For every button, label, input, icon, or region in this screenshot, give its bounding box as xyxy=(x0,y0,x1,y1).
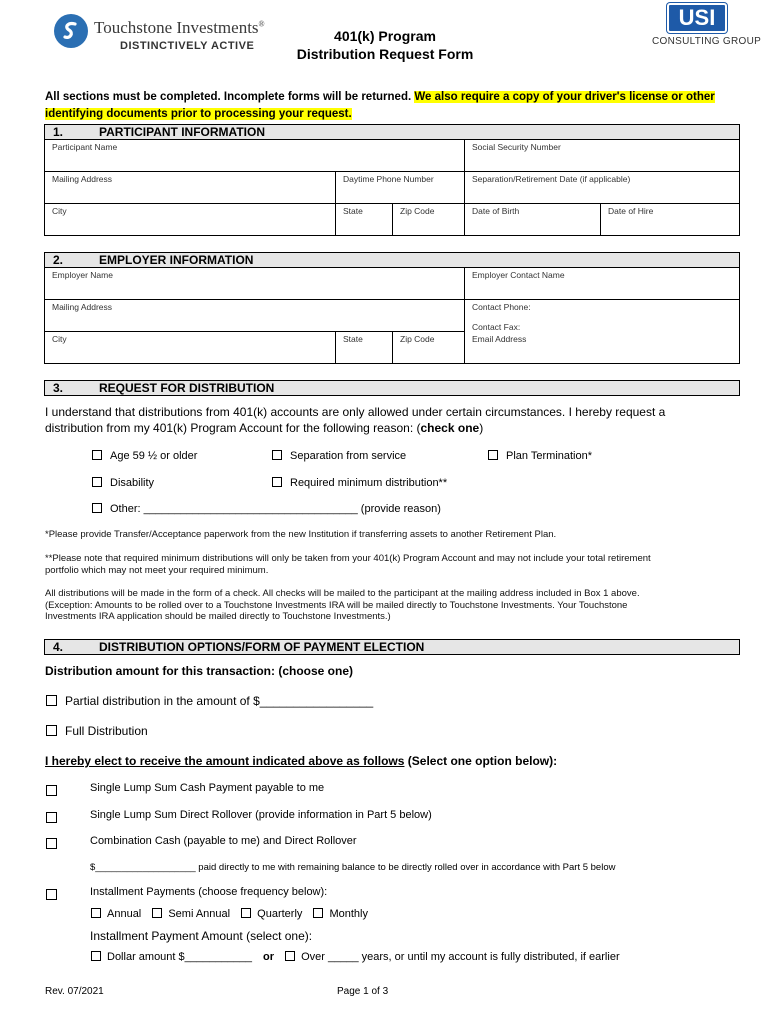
page-number: Page 1 of 3 xyxy=(337,986,389,997)
lump-rollover-checkbox[interactable] xyxy=(46,809,65,827)
ssn-field[interactable]: Social Security Number xyxy=(472,142,561,152)
section2-header: 2. EMPLOYER INFORMATION xyxy=(44,252,740,268)
checkbox-icon[interactable] xyxy=(285,951,295,961)
full-distribution-option[interactable]: Full Distribution xyxy=(46,724,148,738)
frequency-options xyxy=(91,908,368,920)
checkbox-icon[interactable] xyxy=(46,725,57,736)
combination-checkbox[interactable] xyxy=(46,835,65,853)
checkbox-icon[interactable] xyxy=(92,477,102,487)
checkbox-icon[interactable] xyxy=(46,695,57,706)
email-address-field[interactable]: Email Address xyxy=(472,334,527,344)
checkbox-icon[interactable] xyxy=(272,450,282,460)
checkbox-icon[interactable] xyxy=(488,450,498,460)
employer-city-field[interactable]: City xyxy=(52,334,67,344)
combination-cash-amount-field[interactable]: $___________________ paid directly to me with remaining balance to be directly rolled over in accordance with Part 5 below xyxy=(90,862,616,873)
section4-header: 4. DISTRIBUTION OPTIONS/FORM OF PAYMENT ELECTION xyxy=(44,639,740,655)
revision-date: Rev. 07/2021 xyxy=(45,986,104,997)
reason-other-option[interactable]: Other: ___________________________________ (provide reason) xyxy=(92,503,441,515)
date-of-birth-field[interactable]: Date of Birth xyxy=(472,206,520,216)
section1-header: 1. PARTICIPANT INFORMATION xyxy=(44,124,740,140)
employer-state-field[interactable]: State xyxy=(343,334,363,344)
checkbox-icon[interactable] xyxy=(91,908,101,918)
brand-tagline: DISTINCTIVELY ACTIVE xyxy=(120,40,255,52)
freq-monthly-option[interactable]: Monthly xyxy=(313,908,368,920)
distribution-intro: I understand that distributions from 401(k) accounts are only allowed under certain circumstances. I hereby request a distribution from my 401(k) Program Account for the following reason: (check one) xyxy=(45,405,666,435)
reason-separation-option[interactable]: Separation from service xyxy=(272,450,406,462)
section3-header: 3. REQUEST FOR DISTRIBUTION xyxy=(44,380,740,396)
partial-distribution-option[interactable]: Partial distribution in the amount of $_________________ xyxy=(46,694,373,708)
brand-name: Touchstone Investments® xyxy=(94,18,265,37)
usi-logo-subtitle: CONSULTING GROUP xyxy=(652,36,762,47)
contact-phone-field[interactable]: Contact Phone: xyxy=(472,302,531,312)
checkbox-icon[interactable] xyxy=(46,812,57,823)
lump-cash-label: Single Lump Sum Cash Payment payable to me xyxy=(90,782,325,794)
freq-semi-annual-option[interactable]: Semi Annual xyxy=(152,908,230,920)
checkbox-icon[interactable] xyxy=(92,450,102,460)
employer-zip-field[interactable]: Zip Code xyxy=(400,334,435,344)
checkbox-icon[interactable] xyxy=(91,951,101,961)
contact-fax-field[interactable]: Contact Fax: xyxy=(472,322,521,332)
payment-election-heading: I hereby elect to receive the amount indicated above as follows (Select one option below): xyxy=(45,754,558,768)
checkbox-icon[interactable] xyxy=(46,785,57,796)
years-option[interactable]: Over _____ years, or until my account is fully distributed, if earlier xyxy=(285,951,620,963)
participant-name-field[interactable]: Participant Name xyxy=(52,142,118,152)
installment-checkbox[interactable] xyxy=(46,886,65,904)
separation-date-field[interactable]: Separation/Retirement Date (if applicable) xyxy=(472,174,631,184)
transfer-note: *Please provide Transfer/Acceptance paperwork from the new Institution if transferring assets to another Retirement Plan. xyxy=(45,529,557,540)
employer-mailing-address-field[interactable]: Mailing Address xyxy=(52,302,113,312)
installment-amount-heading: Installment Payment Amount (select one): xyxy=(90,929,313,943)
participant-mailing-address-field[interactable]: Mailing Address xyxy=(52,174,113,184)
lump-rollover-label: Single Lump Sum Direct Rollover (provide information in Part 5 below) xyxy=(90,809,432,821)
installment-label: Installment Payments (choose frequency below): xyxy=(90,886,328,898)
participant-city-field[interactable]: City xyxy=(52,206,67,216)
dollar-amount-option[interactable]: Dollar amount $___________ xyxy=(91,951,252,963)
form-title-line1: 401(k) Program xyxy=(334,28,436,44)
checkbox-icon[interactable] xyxy=(241,908,251,918)
rmd-note: **Please note that required minimum distributions will only be taken from your 401(k) Program Account and may not include your total retirement portfolio which may not meet your required minimum. xyxy=(45,553,651,576)
check-payment-note: All distributions will be made in the form of a check. All checks will be mailed to the participant at the mailing address included in Box 1 above. (Exception: Amounts to be rolled over to a Touchstone Investments IRA will be mailed directly to Touchstone Investments. Your Touchstone Investments IRA application should be mailed directly to Touchstone Investments.) xyxy=(45,588,640,622)
employer-contact-name-field[interactable]: Employer Contact Name xyxy=(472,270,565,280)
date-of-hire-field[interactable]: Date of Hire xyxy=(608,206,654,216)
checkbox-icon[interactable] xyxy=(272,477,282,487)
participant-state-field[interactable]: State xyxy=(343,206,363,216)
completion-notice: All sections must be completed. Incomplete forms will be returned. We also require a copy of your driver's license or other identifying documents prior to processing your request. xyxy=(45,91,715,120)
reason-rmd-option[interactable]: Required minimum distribution** xyxy=(272,477,447,489)
lump-cash-checkbox[interactable] xyxy=(46,782,65,800)
daytime-phone-field[interactable]: Daytime Phone Number xyxy=(343,174,434,184)
checkbox-icon[interactable] xyxy=(152,908,162,918)
or-label: or xyxy=(263,951,275,963)
checkbox-icon[interactable] xyxy=(92,503,102,513)
touchstone-logo-icon xyxy=(54,14,88,48)
usi-logo: USI xyxy=(667,3,727,33)
freq-annual-option[interactable]: Annual xyxy=(91,908,141,920)
combination-label: Combination Cash (payable to me) and Direct Rollover xyxy=(90,835,357,847)
checkbox-icon[interactable] xyxy=(313,908,323,918)
distribution-amount-heading: Distribution amount for this transaction: (choose one) xyxy=(45,664,354,678)
checkbox-icon[interactable] xyxy=(46,838,57,849)
form-title-line2: Distribution Request Form xyxy=(296,46,474,62)
freq-quarterly-option[interactable]: Quarterly xyxy=(241,908,302,920)
reason-age-option[interactable]: Age 59 ½ or older xyxy=(92,450,197,462)
reason-termination-option[interactable]: Plan Termination* xyxy=(488,450,592,462)
installment-amount-options xyxy=(91,951,620,963)
reason-disability-option[interactable]: Disability xyxy=(92,477,154,489)
participant-zip-field[interactable]: Zip Code xyxy=(400,206,435,216)
checkbox-icon[interactable] xyxy=(46,889,57,900)
employer-name-field[interactable]: Employer Name xyxy=(52,270,113,280)
